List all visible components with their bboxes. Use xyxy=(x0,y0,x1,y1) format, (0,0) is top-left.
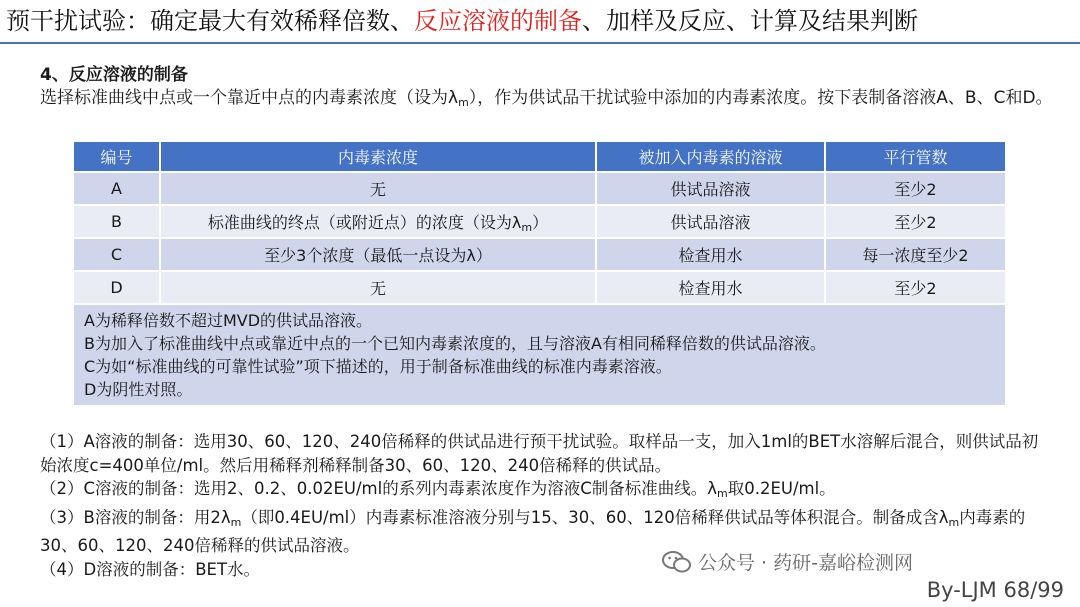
intro-after: ），作为供试品干扰试验中添加的内毒素浓度。按下表制备溶液A、B、C和D。 xyxy=(468,88,1053,108)
conc-sub: m xyxy=(521,220,533,234)
col-header-concentration: 内毒素浓度 xyxy=(160,142,596,172)
note-d: D为阴性对照。 xyxy=(84,380,193,399)
step-2-a: （2）C溶液的制备：选用2、0.2、0.02EU/ml的系列内毒素浓度作为溶液C制备标准曲线。λ xyxy=(40,479,717,498)
step-2 xyxy=(40,477,1050,506)
step-3-a: （3）B溶液的制备：用2λ xyxy=(40,507,231,527)
section-heading: 4、反应溶液的制备 xyxy=(40,65,188,85)
cell-tubes: 每一浓度至少2 xyxy=(825,238,1006,271)
intro-paragraph xyxy=(40,86,1060,115)
table-header-row xyxy=(74,142,1006,172)
step-3-sub2: m xyxy=(948,515,960,529)
cell-id: C xyxy=(74,238,160,271)
cell-conc xyxy=(160,205,596,238)
step-2-b: 取0.2EU/ml。 xyxy=(727,479,836,498)
step-2-sub: m xyxy=(717,487,728,500)
col-header-solution: 被加入内毒素的溶液 xyxy=(596,142,825,172)
watermark-text: 公众号 · 药研-嘉峪检测网 xyxy=(698,552,913,574)
table-notes xyxy=(74,304,1006,405)
cell-solution: 检查用水 xyxy=(596,271,825,304)
step-3-sub1: m xyxy=(230,515,242,529)
col-header-id: 编号 xyxy=(74,142,160,172)
table-row xyxy=(74,172,1006,205)
conc-text-after: ） xyxy=(532,212,549,232)
title-prefix: 预干扰试验： xyxy=(6,7,150,35)
cell-id: D xyxy=(74,271,160,304)
note-c: C为如“标准曲线的可靠性试验”项下描述的，用于制备标准曲线的标准内毒素溶液。 xyxy=(84,357,672,376)
conc-text: 标准曲线的终点（或附近点）的浓度（设为λ xyxy=(207,212,522,232)
note-b: B为加入了标准曲线中点或靠近中点的一个已知内毒素浓度的，且与溶液A有相同稀释倍数的供试品溶液。 xyxy=(84,334,826,353)
page-footer: By-LJM 68/99 xyxy=(926,578,1064,602)
cell-tubes: 至少2 xyxy=(825,205,1006,238)
step-3-c: 内毒素的30、60、120、240倍稀释的供试品溶液。 xyxy=(40,507,1026,555)
slide-title xyxy=(6,4,918,38)
intro-sub: m xyxy=(458,96,469,109)
title-highlight: 反应溶液的制备 xyxy=(414,7,582,35)
col-header-tubes: 平行管数 xyxy=(825,142,1006,172)
cell-id: A xyxy=(74,172,160,205)
table-row xyxy=(74,271,1006,304)
intro-before: 选择标准曲线中点或一个靠近中点的内毒素浓度（设为λ xyxy=(40,88,459,108)
wechat-icon xyxy=(662,550,692,574)
solution-table xyxy=(74,142,1007,405)
table-row xyxy=(74,238,1006,271)
cell-conc: 无 xyxy=(160,271,596,304)
title-part1: 确定最大有效稀释倍数、 xyxy=(150,7,414,35)
cell-tubes: 至少2 xyxy=(825,172,1006,205)
step-4: （4）D溶液的制备：BET水。 xyxy=(40,559,261,579)
cell-conc: 无 xyxy=(160,172,596,205)
table-notes-row xyxy=(74,304,1006,405)
title-part2: 、加样及反应、计算及结果判断 xyxy=(582,7,918,35)
title-divider xyxy=(0,42,1080,44)
cell-solution: 供试品溶液 xyxy=(596,172,825,205)
cell-solution: 检查用水 xyxy=(596,238,825,271)
table-row xyxy=(74,205,1006,238)
cell-conc: 至少3个浓度（最低一点设为λ） xyxy=(160,238,596,271)
watermark xyxy=(662,548,913,575)
cell-id: B xyxy=(74,205,160,238)
step-3-b: （即0.4EU/ml）内毒素标准溶液分别与15、30、60、120倍稀释供试品等体积混合。制备成含λ xyxy=(241,507,949,527)
step-1: （1）A溶液的制备：选用30、60、120、240倍稀释的供试品进行预干扰试验。取样品一支，加入1ml的BET水溶解后混合，则供试品初始浓度c=400单位/ml。然后用稀释剂稀释制备30、60、120、240倍稀释的供试品。 xyxy=(40,432,1039,475)
cell-tubes: 至少2 xyxy=(825,271,1006,304)
note-a: A为稀释倍数不超过MVD的供试品溶液。 xyxy=(84,311,373,330)
cell-solution: 供试品溶液 xyxy=(596,205,825,238)
